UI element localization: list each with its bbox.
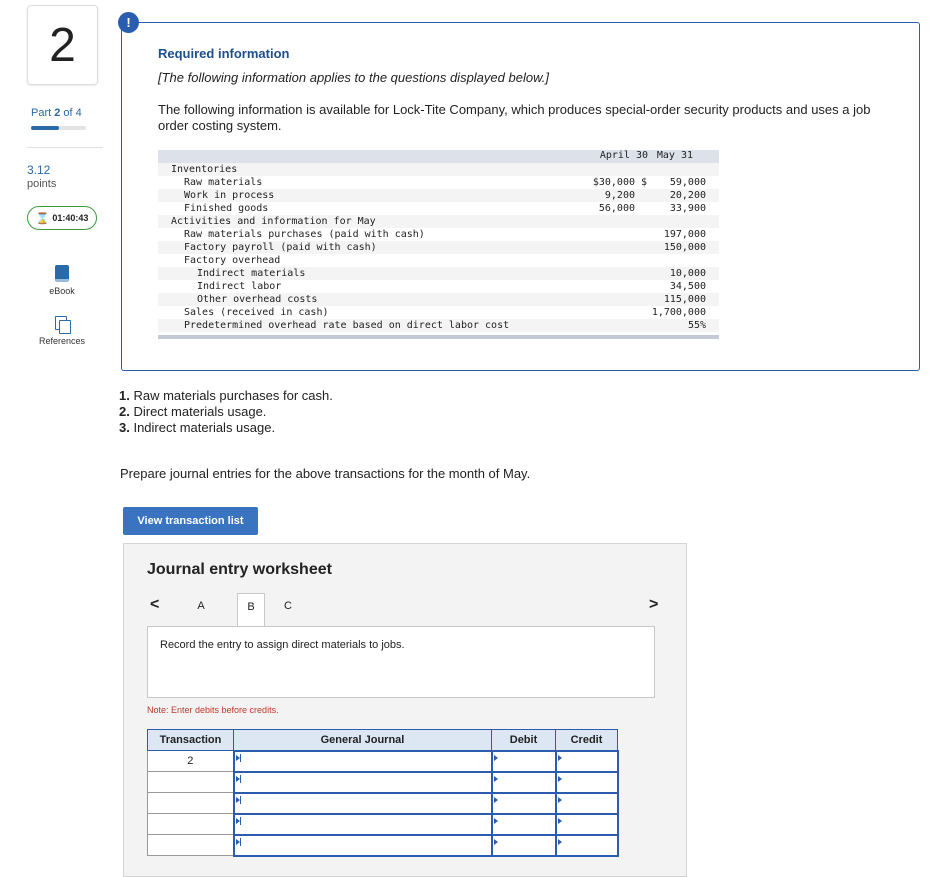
- row-label: Indirect materials: [197, 268, 306, 279]
- debit-cell[interactable]: [492, 835, 556, 856]
- question-text: Raw materials purchases for cash.: [133, 388, 333, 403]
- row-dollar-sign: $: [641, 177, 648, 188]
- transaction-cell-value: 2: [187, 755, 194, 767]
- transaction-cell[interactable]: [148, 835, 234, 856]
- row-label: Factory payroll (paid with cash): [184, 242, 377, 253]
- data-table-row: [158, 267, 719, 280]
- part-progress-bar: [31, 126, 86, 130]
- data-table-header: [158, 150, 719, 163]
- row-may-value: 59,000: [669, 177, 706, 188]
- data-table-row: [158, 293, 719, 306]
- cell-cursor-icon: [240, 775, 241, 783]
- tab-b[interactable]: B: [237, 593, 265, 627]
- debit-cell[interactable]: [492, 751, 556, 772]
- points-value: 3.12: [27, 163, 51, 177]
- cell-arrow-icon: [558, 797, 562, 803]
- row-april-value: $30,000: [592, 177, 635, 188]
- worksheet-title: Journal entry worksheet: [147, 561, 332, 578]
- general-journal-cell[interactable]: [234, 793, 492, 814]
- cell-arrow-icon: [558, 755, 562, 761]
- question-num: 1.: [119, 388, 130, 403]
- row-label: Inventories: [171, 164, 238, 175]
- cell-cursor-icon: [240, 838, 241, 846]
- intro-text: The following information is available for Lock-Tite Company, which produces special-order security products and uses a job order costing system.: [158, 102, 871, 133]
- tab-a[interactable]: A: [197, 600, 205, 612]
- hourglass-icon: ⌛: [35, 212, 50, 225]
- journal-row: [148, 793, 618, 814]
- data-table-body: [158, 163, 719, 332]
- row-april-value: 9,200: [604, 190, 635, 201]
- ebook-button[interactable]: [27, 265, 97, 296]
- required-title: Required information: [158, 46, 290, 61]
- data-table-row: [158, 254, 719, 267]
- row-label: Raw materials purchases (paid with cash): [184, 229, 425, 240]
- row-label: Activities and information for May: [171, 216, 376, 227]
- row-may-value: 20,200: [669, 190, 706, 201]
- journal-row: [148, 751, 618, 772]
- col-may: May 31: [656, 150, 693, 161]
- row-label: Other overhead costs: [197, 294, 318, 305]
- timer-badge[interactable]: [27, 206, 97, 230]
- question-number: 2: [27, 5, 98, 85]
- row-label: Work in process: [184, 190, 275, 201]
- th-transaction: Transaction: [148, 730, 234, 751]
- next-chevron-icon[interactable]: >: [649, 596, 659, 613]
- cell-cursor-icon: [240, 817, 241, 825]
- debit-credit-note: Note: Enter debits before credits.: [147, 705, 279, 715]
- alert-icon: !: [118, 12, 139, 33]
- part-current: 2: [54, 107, 61, 119]
- question-list: [119, 388, 333, 436]
- credit-cell[interactable]: [556, 835, 618, 856]
- question-num: 2.: [119, 404, 130, 419]
- data-table-row: [158, 189, 719, 202]
- cell-arrow-icon: [494, 839, 498, 845]
- question-item: [119, 404, 333, 420]
- references-button[interactable]: [27, 316, 97, 346]
- row-may-value: 115,000: [663, 294, 706, 305]
- journal-entry-worksheet: [123, 543, 687, 877]
- row-label: Finished goods: [184, 203, 269, 214]
- transaction-cell[interactable]: [148, 793, 234, 814]
- cell-arrow-icon: [494, 797, 498, 803]
- sidebar-divider: [27, 147, 103, 148]
- credit-cell[interactable]: [556, 814, 618, 835]
- data-table-row: [158, 176, 719, 189]
- credit-cell[interactable]: [556, 751, 618, 772]
- prev-chevron-icon[interactable]: <: [150, 596, 160, 613]
- ebook-label: eBook: [49, 286, 75, 296]
- journal-row: [148, 814, 618, 835]
- view-transaction-list-button[interactable]: View transaction list: [123, 507, 258, 535]
- cell-arrow-icon: [494, 776, 498, 782]
- debit-cell[interactable]: [492, 772, 556, 793]
- debit-cell[interactable]: [492, 793, 556, 814]
- credit-cell[interactable]: [556, 772, 618, 793]
- data-table-row: [158, 228, 719, 241]
- journal-table-body: [148, 751, 618, 856]
- general-journal-cell[interactable]: [234, 772, 492, 793]
- th-debit: Debit: [492, 730, 556, 751]
- data-table-footer: [158, 335, 719, 339]
- worksheet-prompt: Record the entry to assign direct materials to jobs.: [147, 626, 655, 698]
- debit-cell[interactable]: [492, 814, 556, 835]
- row-may-value: 10,000: [669, 268, 706, 279]
- references-label: References: [38, 336, 86, 346]
- cell-arrow-icon: [558, 818, 562, 824]
- applies-note: [The following information applies to the questions displayed below.]: [158, 70, 549, 85]
- transaction-cell[interactable]: [148, 814, 234, 835]
- data-table-row: [158, 306, 719, 319]
- cell-arrow-icon: [558, 839, 562, 845]
- journal-row: [148, 772, 618, 793]
- question-item: [119, 388, 333, 404]
- row-may-value: 55%: [687, 320, 706, 331]
- part-suffix: of 4: [60, 107, 82, 119]
- row-may-value: 1,700,000: [651, 307, 706, 318]
- ebook-icon: [55, 265, 69, 282]
- data-table-row: [158, 280, 719, 293]
- th-credit: Credit: [556, 730, 618, 751]
- row-label: Indirect labor: [197, 281, 282, 292]
- cell-arrow-icon: [558, 776, 562, 782]
- row-may-value: 33,900: [669, 203, 706, 214]
- cell-arrow-icon: [494, 818, 498, 824]
- data-table-row: [158, 241, 719, 254]
- question-num: 3.: [119, 420, 130, 435]
- row-label: Raw materials: [184, 177, 263, 188]
- references-icon: [55, 316, 69, 332]
- question-text: Direct materials usage.: [133, 404, 267, 419]
- general-journal-cell[interactable]: [234, 814, 492, 835]
- transaction-cell[interactable]: [148, 751, 234, 772]
- row-may-value: 197,000: [663, 229, 706, 240]
- part-indicator: [31, 107, 82, 119]
- row-april-value: 56,000: [598, 203, 635, 214]
- general-journal-cell[interactable]: [234, 835, 492, 856]
- question-text: Indirect materials usage.: [133, 420, 276, 435]
- required-info-box: [121, 22, 920, 371]
- journal-table: [147, 729, 619, 857]
- part-progress-fill: [31, 126, 59, 130]
- data-table-row: [158, 215, 719, 228]
- prepare-instruction: Prepare journal entries for the above transactions for the month of May.: [120, 466, 531, 481]
- row-label: Sales (received in cash): [184, 307, 329, 318]
- row-may-value: 34,500: [669, 281, 706, 292]
- data-table-row: [158, 319, 719, 332]
- points-label: points: [27, 178, 57, 190]
- tab-c[interactable]: C: [284, 600, 292, 612]
- question-item: [119, 420, 333, 436]
- journal-row: [148, 835, 618, 856]
- general-journal-cell[interactable]: [234, 751, 492, 772]
- cell-cursor-icon: [240, 754, 241, 762]
- data-table-row: [158, 202, 719, 215]
- timer-value: 01:40:43: [52, 213, 89, 223]
- data-table: [158, 150, 719, 339]
- cell-cursor-icon: [240, 796, 241, 804]
- th-general-journal: General Journal: [234, 730, 492, 751]
- row-label: Predetermined overhead rate based on direct labor cost: [184, 320, 510, 331]
- cell-arrow-icon: [494, 755, 498, 761]
- data-table-row: [158, 163, 719, 176]
- credit-cell[interactable]: [556, 793, 618, 814]
- part-prefix: Part: [31, 107, 55, 119]
- row-may-value: 150,000: [663, 242, 706, 253]
- col-april: April 30: [599, 150, 648, 161]
- transaction-cell[interactable]: [148, 772, 234, 793]
- row-label: Factory overhead: [184, 255, 281, 266]
